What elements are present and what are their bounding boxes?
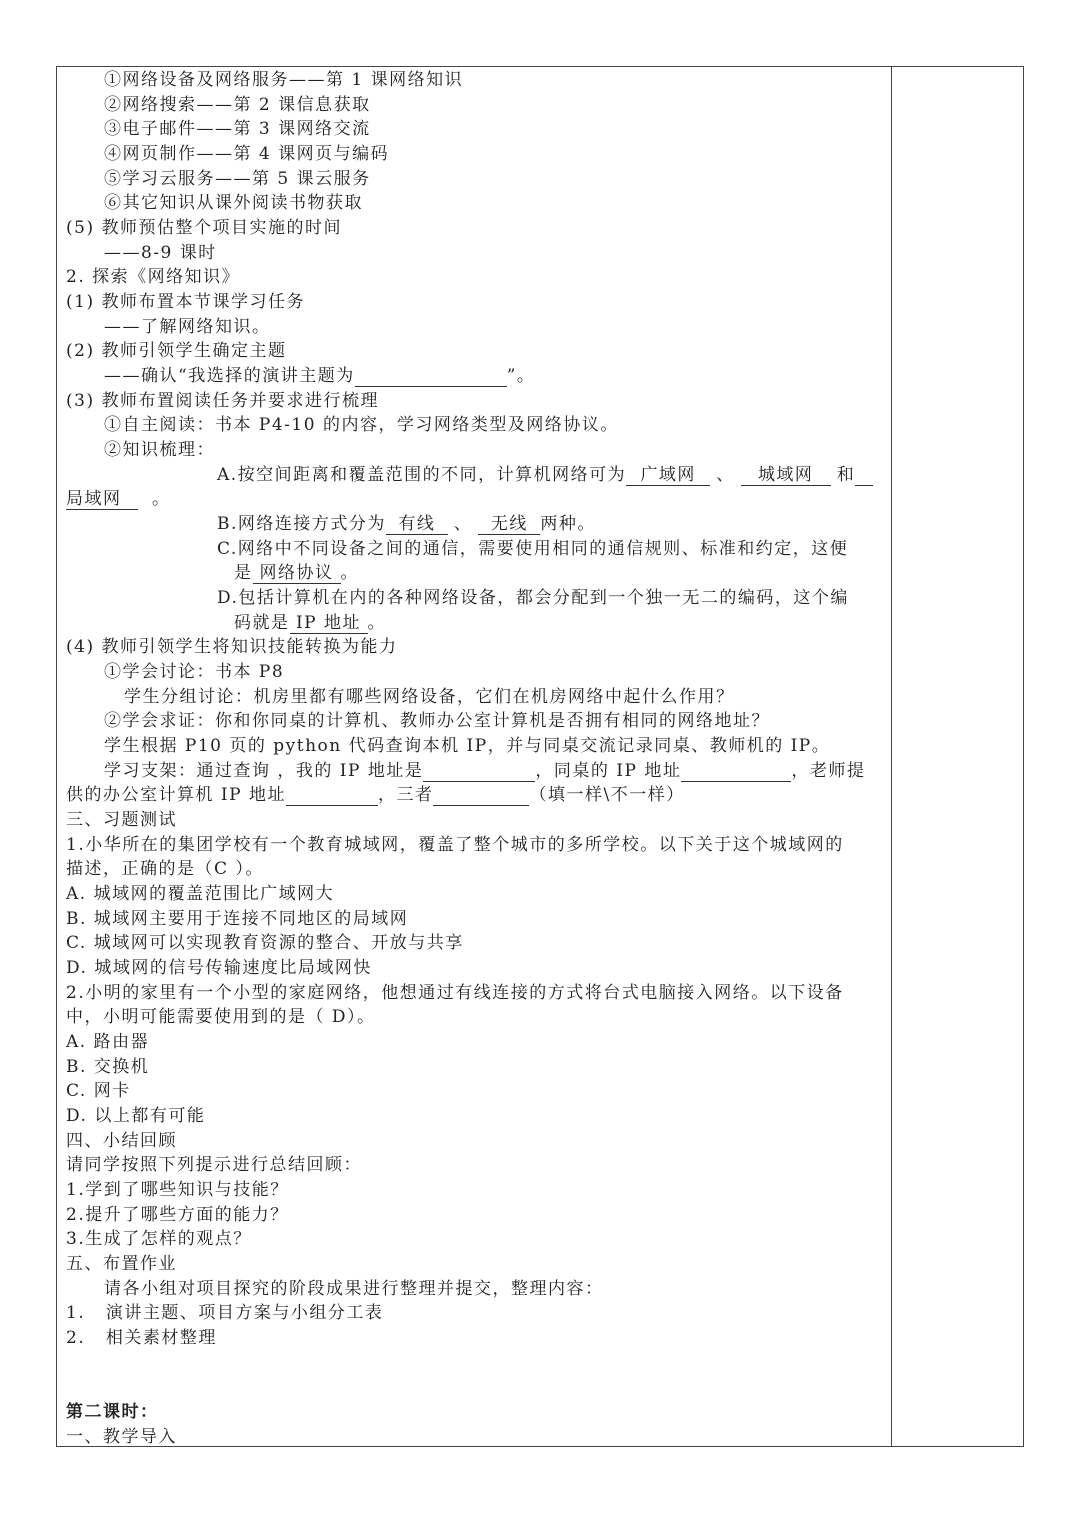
question-2-cont: 中，小明可能需要使用到的是（ D）。 [66,1007,376,1027]
question-2-option-b: B. 交换机 [66,1057,150,1077]
topic-blank [355,366,507,387]
knowledge-item-d: D.包括计算机在内的各种网络设备，都会分配到一个独一无二的编码，这个编 [217,588,849,608]
second-lesson-heading: 第二课时： [66,1402,159,1422]
topic-prompt-text: ——确认“我选择的演讲主题为 [104,366,355,386]
answer-wireless: 无线 [478,514,540,535]
section-2-heading: 2. 探索《网络知识》 [66,267,241,287]
homework-prompt: 请各小组对项目探究的阶段成果进行整理并提交，整理内容： [104,1279,604,1299]
comparison-blank [433,785,529,806]
question-1: 1.小华所在的集团学校有一个教育城域网，覆盖了整个城市的多所学校。以下关于这个城域网的 [66,835,844,855]
answer-wired: 有线 [386,514,448,535]
knowledge-item-a-text: A.按空间距离和覆盖范围的不同，计算机网络可为 [217,465,627,485]
homework-item-1: 1. 演讲主题、项目方案与小组分工表 [66,1303,384,1323]
scaffold-text-2: ，同桌的 IP 地址 [535,761,682,781]
outline-item-5: ⑤学习云服务——第 5 课云服务 [104,169,371,189]
period: 。 [367,613,386,633]
knowledge-item-a [217,463,873,487]
discussion-task: ①学会讨论：书本 P8 [104,662,285,682]
scaffold-text-4: 供的办公室计算机 IP 地址 [66,785,286,805]
scaffold-line-1 [104,759,865,783]
question-1-option-d: D. 城域网的信号传输速度比局域网快 [66,958,372,978]
summary-item-2: 2.提升了哪些方面的能力？ [66,1205,289,1225]
scaffold-text-1: 学习支架：通过查询 ，我的 IP 地址是 [104,761,424,781]
knowledge-item-c: C.网络中不同设备之间的通信，需要使用相同的通信规则、标准和约定，这便 [217,539,849,559]
knowledge-item-d-cont [234,611,386,635]
knowledge-item-b-text: B.网络连接方式分为 [217,514,386,534]
step-2-detail [104,364,535,388]
separator: 、 [716,465,735,485]
discussion-detail: 学生分组讨论：机房里都有哪些网络设备，它们在机房网络中起什么作用？ [124,687,735,707]
question-2-option-c: C. 网卡 [66,1081,131,1101]
knowledge-item-c-cont [234,561,359,585]
answer-lan: 局域网 [66,489,138,510]
section-4-heading: 四、小结回顾 [66,1131,177,1151]
question-1-option-b: B. 城域网主要用于连接不同地区的局域网 [66,909,409,929]
question-2-option-d: D. 以上都有可能 [66,1106,206,1126]
conjunction: 和 [836,465,856,485]
question-2-option-a: A. 路由器 [66,1032,150,1052]
step-2-heading: (2) 教师引领学生确定主题 [66,341,287,361]
section-5-heading: 五、布置作业 [66,1254,177,1274]
scaffold-text-5: ，三者 [377,785,434,805]
outline-item-2: ②网络搜索——第 2 课信息获取 [104,95,371,115]
homework-item-2: 2. 相关素材整理 [66,1328,217,1348]
outline-item-3: ③电子邮件——第 3 课网络交流 [104,119,371,139]
knowledge-item-d-text: 码就是 [234,613,290,633]
step-1-detail: ——了解网络知识。 [104,317,271,337]
reading-task: ①自主阅读：书本 P4-10 的内容，学习网络类型及网络协议。 [104,415,619,435]
table-column-divider [891,66,892,1447]
answer-ip-address: IP 地址 [290,613,368,634]
step-1-heading: (1) 教师布置本节课学习任务 [66,292,305,312]
knowledge-item-b-end: 两种。 [540,514,596,534]
separator: 、 [453,514,473,534]
question-1-option-c: C. 城域网可以实现教育资源的整合、开放与共享 [66,933,464,953]
step-3-heading: (3) 教师布置阅读任务并要求进行梳理 [66,391,379,411]
teacher-ip-blank [286,785,378,806]
outline-item-1: ①网络设备及网络服务——第 1 课网络知识 [104,70,464,90]
answer-protocol: 网络协议 [253,563,341,584]
outline-item-6: ⑥其它知识从课外阅读书物获取 [104,193,363,213]
outline-item-4: ④网页制作——第 4 课网页与编码 [104,144,390,164]
scaffold-line-2 [66,783,685,807]
answer-man: 城域网 [741,465,831,486]
my-ip-blank [423,761,535,782]
scaffold-text-3: ，老师提 [791,761,866,781]
trailing-underline [855,465,873,486]
step-4-heading: (4) 教师引领学生将知识技能转换为能力 [66,637,398,657]
step-5-heading: (5) 教师预估整个项目实施的时间 [66,218,342,238]
question-1-option-a: A. 城域网的覆盖范围比广域网大 [66,884,335,904]
knowledge-sort-heading: ②知识梳理： [104,440,215,460]
summary-item-3: 3.生成了怎样的观点？ [66,1229,252,1249]
deskmate-ip-blank [681,761,791,782]
verification-detail: 学生根据 P10 页的 python 代码查询本机 IP，并与同桌交流记录同桌、教师机的 IP。 [104,736,831,756]
topic-prompt-end: ”。 [506,366,536,386]
knowledge-item-a-cont [66,487,171,511]
answer-wan: 广域网 [626,465,710,486]
question-2: 2.小明的家里有一个小型的家庭网络，他想通过有线连接的方式将台式电脑接入网络。以下设备 [66,983,844,1003]
summary-item-1: 1.学到了哪些知识与技能？ [66,1180,289,1200]
summary-prompt: 请同学按照下列提示进行总结回顾： [66,1155,362,1175]
knowledge-item-c-text: 是 [234,563,253,583]
teaching-intro-heading: 一、教学导入 [66,1427,177,1447]
period: 。 [152,489,171,509]
question-1-cont: 描述，正确的是（C ）。 [66,859,264,879]
knowledge-item-b [217,512,596,536]
scaffold-text-6: （填一样\不一样） [529,785,685,805]
verification-task: ②学会求证：你和你同桌的计算机、教师办公室计算机是否拥有相同的网络地址？ [104,711,770,731]
section-3-heading: 三、习题测试 [66,810,177,830]
period: 。 [340,563,359,583]
step-5-detail: ——8-9 课时 [104,243,217,263]
